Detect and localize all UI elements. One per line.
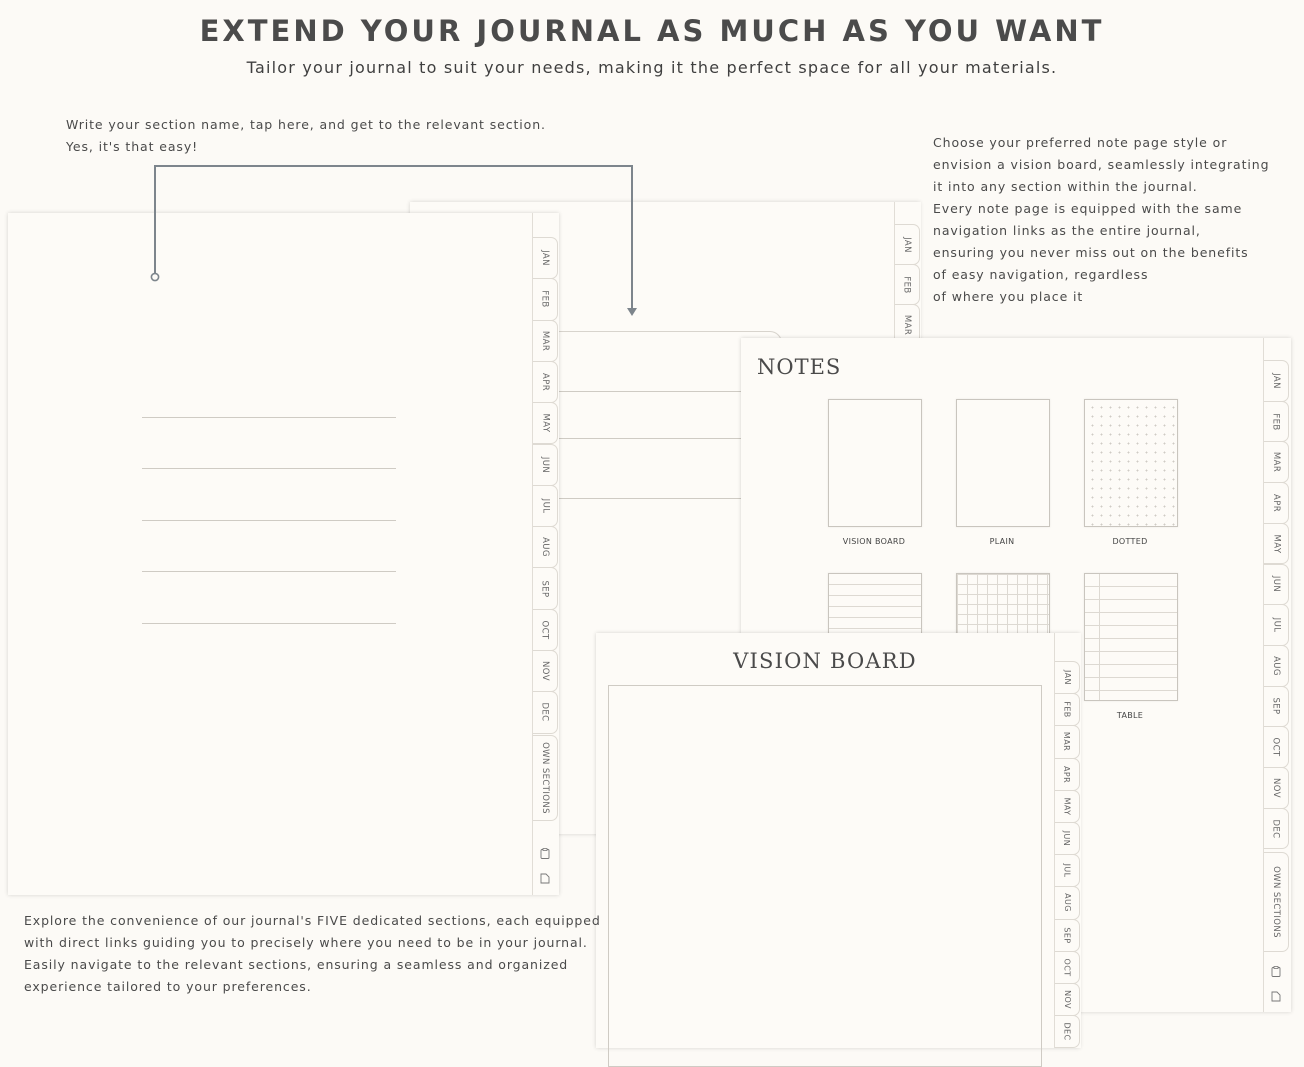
tab-label: SEP [540,579,550,598]
tab-sep[interactable] [1264,686,1289,728]
tab-label: FEB [901,275,912,294]
page-title: EXTEND YOUR JOURNAL AS MUCH AS YOU WANT [199,14,1105,48]
tab-jun[interactable] [1055,822,1080,855]
tab-label: DEC [1271,819,1281,839]
tab-aug[interactable] [1055,886,1080,919]
note-line: it into any section within the journal. [933,179,1198,194]
vision-board-page [596,633,1080,1048]
tab-label: JAN [901,236,912,253]
tab-label: JAN [1062,670,1072,686]
style-label: DOTTED [1112,537,1148,546]
style-label: TABLE [1116,711,1144,720]
month-tabs [1263,338,1290,1012]
tab-label: MAY [539,413,550,433]
tab-label: JAN [539,250,550,267]
tab-nov[interactable] [1264,767,1289,809]
tab-dec[interactable] [1264,808,1289,850]
arrow-down-icon [627,308,637,316]
tab-label: NOV [1062,990,1072,1010]
tab-apr[interactable] [1055,758,1080,791]
tab-label: OWN SECTIONS [540,742,550,814]
note-line: Yes, it's that easy! [66,139,199,154]
tab-label: FEB [1270,412,1281,431]
month-tabs [1054,633,1081,1048]
note-line: Write your section name, tap here, and get to the relevant section. [66,117,546,132]
tab-label: AUG [1270,655,1281,676]
tab-nov[interactable] [1055,983,1080,1016]
tab-label: OWN SECTIONS [1271,866,1281,938]
tab-dec[interactable] [1055,1015,1080,1048]
note-line: of easy navigation, regardless [933,267,1149,282]
tab-label: MAR [901,314,912,335]
note-icon[interactable] [1271,991,1281,1002]
notes-title: NOTES [757,355,842,379]
tab-label: NOV [1270,777,1281,798]
tab-label: DEC [1062,1022,1072,1041]
note-line: navigation links as the entire journal, [933,223,1201,238]
tab-label: DEC [540,702,550,722]
note-line: experience tailored to your preferences. [24,979,312,994]
note-line: of where you place it [933,289,1084,304]
tab-apr[interactable] [1264,482,1289,524]
tab-mar[interactable] [1264,441,1289,483]
tab-label: JAN [1270,372,1281,389]
tab-label: JUN [539,456,550,473]
page-subtitle: Tailor your journal to suit your needs, making it the perfect space for all your materials. [246,58,1058,77]
tab-label: JUN [1062,830,1072,847]
tab-label: APR [1062,765,1072,783]
note-line: with direct links guiding you to precisely where you need to be in your journal. [24,935,588,950]
tab-sep[interactable] [1055,919,1080,952]
style-label: PLAIN [989,537,1015,546]
tab-label: APR [539,373,550,392]
tab-may[interactable] [1264,523,1289,565]
tab-jul[interactable] [1264,604,1289,646]
tab-label: MAY [1062,797,1072,816]
plain-style[interactable] [956,399,1050,527]
tab-oct[interactable] [1264,726,1289,768]
vision-board-style[interactable] [828,399,922,527]
tab-label: OCT [1271,737,1281,757]
tab-label: OCT [1062,958,1072,977]
tab-may[interactable] [1055,790,1080,823]
tab-label: JUL [539,498,550,514]
table-style[interactable] [1084,573,1178,701]
tab-label: MAR [539,330,550,351]
tab-label: SEP [1271,697,1281,715]
sections-info-note [24,910,601,998]
tab-label: AUG [539,537,550,558]
tab-own-sections[interactable] [1264,852,1289,952]
tab-mar[interactable] [1055,725,1080,758]
dotted-style[interactable] [1084,399,1178,527]
tab-jan[interactable] [1264,360,1289,402]
tab-label: NOV [539,661,550,682]
vision-board-title: VISION BOARD [733,649,917,673]
note-line: Explore the convenience of our journal's FIVE dedicated sections, each equipped [24,913,601,928]
tab-label: FEB [1062,701,1072,718]
vision-board-area[interactable] [608,685,1042,1067]
clipboard-icon[interactable] [1271,966,1281,977]
note-line: Every note page is equipped with the same [933,201,1243,216]
note-line: Easily navigate to the relevant sections, ensuring a seamless and organized [24,957,569,972]
tab-aug[interactable] [1264,645,1289,687]
style-label: VISION BOARD [842,537,906,546]
tab-feb[interactable] [1264,401,1289,443]
tab-feb[interactable] [1055,693,1080,726]
note-line: envision a vision board, seamlessly integrating [933,157,1270,172]
tab-label: MAY [1270,534,1281,554]
tab-label: APR [1270,493,1281,512]
tab-label: MAR [1270,452,1281,473]
tab-jan[interactable] [1055,661,1080,694]
note-line: ensuring you never miss out on the benefits [933,245,1249,260]
tab-label: JUL [1062,863,1072,878]
tab-label: JUN [1270,576,1281,593]
tab-jun[interactable] [1264,564,1289,606]
tab-label: MAR [1062,732,1072,752]
tab-oct[interactable] [1055,951,1080,984]
tab-label: AUG [1062,893,1072,913]
tab-label: OCT [540,620,550,640]
tab-label: SEP [1062,927,1072,944]
note-line: Choose your preferred note page style or [933,135,1228,150]
tab-jul[interactable] [1055,854,1080,887]
tab-label: FEB [539,290,550,309]
tab-label: JUL [1270,617,1281,633]
